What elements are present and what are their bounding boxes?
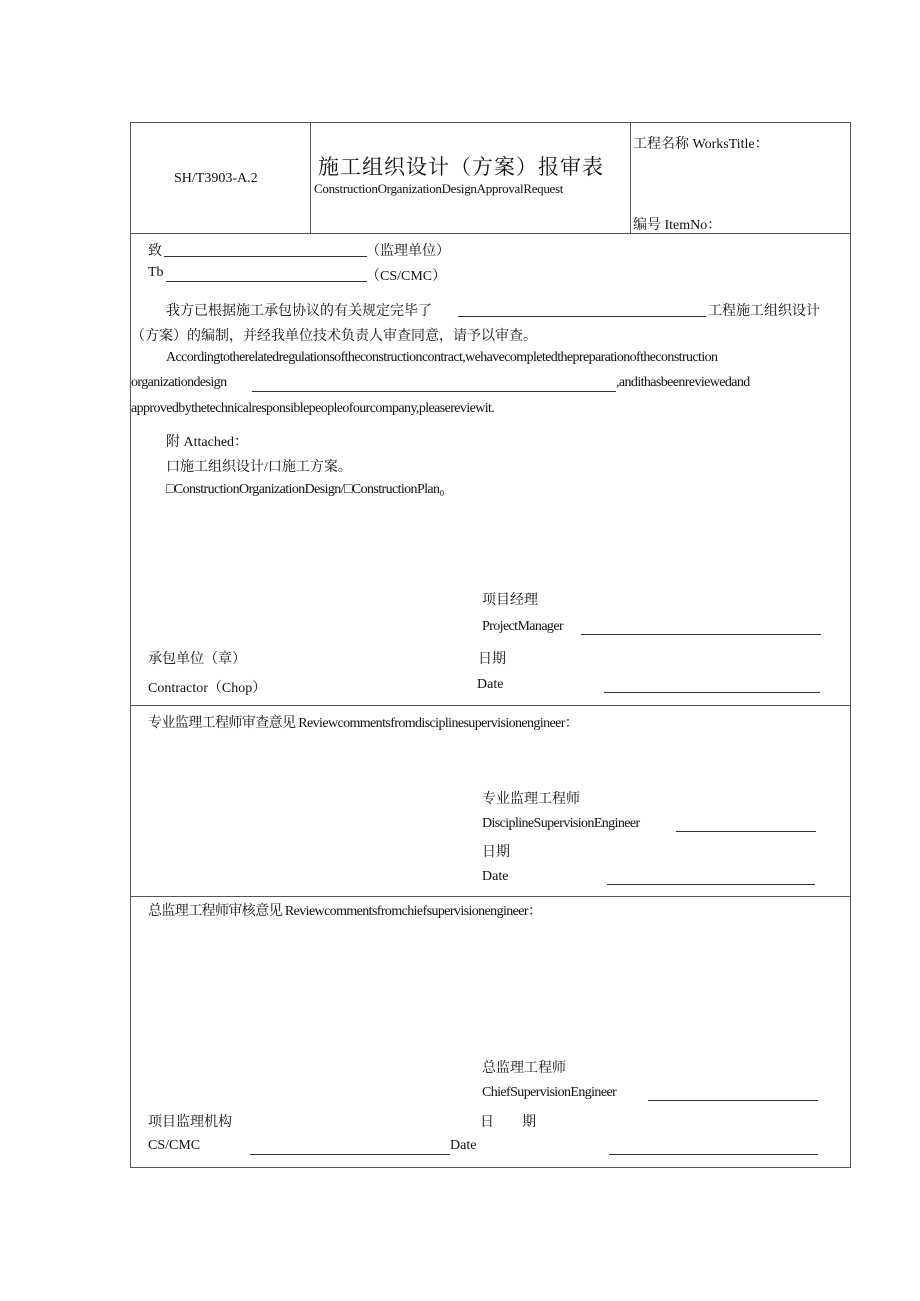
table-border-left xyxy=(130,122,131,1168)
to-en-field[interactable] xyxy=(166,281,367,282)
discipline-engineer-signature-field[interactable] xyxy=(676,831,816,832)
attached-label: 附 Attached： xyxy=(166,435,249,450)
date-cn-label-1: 日期 xyxy=(478,652,506,667)
project-manager-signature-field[interactable] xyxy=(581,634,821,635)
paragraph-en-line2a: organizationdesign xyxy=(131,375,227,390)
paragraph-en-line1: Accordingtotherelatedregulationsoftheconstructioncontract,wehavecompletedthepreparationoftheconstruction xyxy=(166,350,718,365)
to-cn-suffix: （监理单位） xyxy=(366,244,450,259)
supervision-org-en: CS/CMC xyxy=(148,1138,201,1153)
chief-engineer-cn: 总监理工程师 xyxy=(482,1061,566,1076)
to-cn-field[interactable] xyxy=(164,256,367,257)
project-name-field[interactable] xyxy=(458,316,706,317)
form-code: SH/T3903-A.2 xyxy=(174,171,258,186)
date-field-1[interactable] xyxy=(604,692,820,693)
project-manager-cn: 项目经理 xyxy=(482,593,538,608)
table-border-right xyxy=(850,122,851,1168)
section2-bottom xyxy=(130,896,851,897)
table-border-bottom xyxy=(130,1167,851,1168)
works-title-label: 工程名称 WorksTitle： xyxy=(633,137,769,152)
date-cn-label-2: 日期 xyxy=(482,845,510,860)
paragraph-cn-line1a: 我方已根据施工承包协议的有关规定完毕了 xyxy=(166,304,432,319)
table-border-top xyxy=(130,122,851,123)
paragraph-en-line2b: ,andithasbeenreviewedand xyxy=(616,375,750,390)
header-divider-1 xyxy=(310,122,311,233)
discipline-engineer-cn: 专业监理工程师 xyxy=(482,792,580,807)
to-en-label: Tb xyxy=(148,265,164,280)
design-name-field[interactable] xyxy=(252,391,616,392)
contractor-en: Contractor（Chop） xyxy=(148,681,267,696)
section1-bottom xyxy=(130,705,851,706)
discipline-review-heading: 专业监理工程师审查意见 Reviewcommentsfromdisciplinesupervisionengineer： xyxy=(148,716,579,731)
paragraph-cn-line1b: 工程施工组织设计 xyxy=(708,304,820,319)
date-en-label-3: Date xyxy=(450,1138,477,1153)
date-cn-label-3: 日 期 xyxy=(480,1115,536,1130)
date-field-3[interactable] xyxy=(609,1154,818,1155)
discipline-engineer-en: DisciplineSupervisionEngineer xyxy=(482,816,640,831)
attached-options-cn: 口施工组织设计/口施工方案。 xyxy=(166,460,352,475)
chief-engineer-en: ChiefSupervisionEngineer xyxy=(482,1085,617,1100)
attached-options-en: □ConstructionOrganizationDesign/□ConstructionPlan₀ xyxy=(166,482,444,497)
page-title-en: ConstructionOrganizationDesignApprovalRequest xyxy=(314,181,564,196)
page-title: 施工组织设计（方案）报审表 xyxy=(318,155,604,179)
project-manager-en: ProjectManager xyxy=(482,619,564,634)
date-field-2[interactable] xyxy=(607,884,815,885)
to-cn-label: 致 xyxy=(148,244,162,259)
date-en-label-2: Date xyxy=(482,869,509,884)
to-en-suffix: （CS/CMC） xyxy=(366,269,447,284)
supervision-org-cn: 项目监理机构 xyxy=(148,1115,232,1130)
chief-review-heading: 总监理工程师审核意见 Reviewcommentsfromchiefsupervisionengineer： xyxy=(148,904,542,919)
header-divider-2 xyxy=(630,122,631,233)
supervision-org-chop-field[interactable] xyxy=(250,1154,450,1155)
date-en-label-1: Date xyxy=(477,677,504,692)
header-row-bottom xyxy=(130,233,851,234)
paragraph-cn-line2: （方案）的编制，并经我单位技术负责人审查同意，请予以审查。 xyxy=(131,329,537,344)
contractor-cn: 承包单位（章） xyxy=(148,652,246,667)
chief-engineer-signature-field[interactable] xyxy=(648,1100,818,1101)
item-no-label: 编号 ItemNo： xyxy=(633,218,722,233)
paragraph-en-line3: approvedbythetechnicalresponsiblepeopleofourcompany,pleasereviewit. xyxy=(131,401,495,416)
